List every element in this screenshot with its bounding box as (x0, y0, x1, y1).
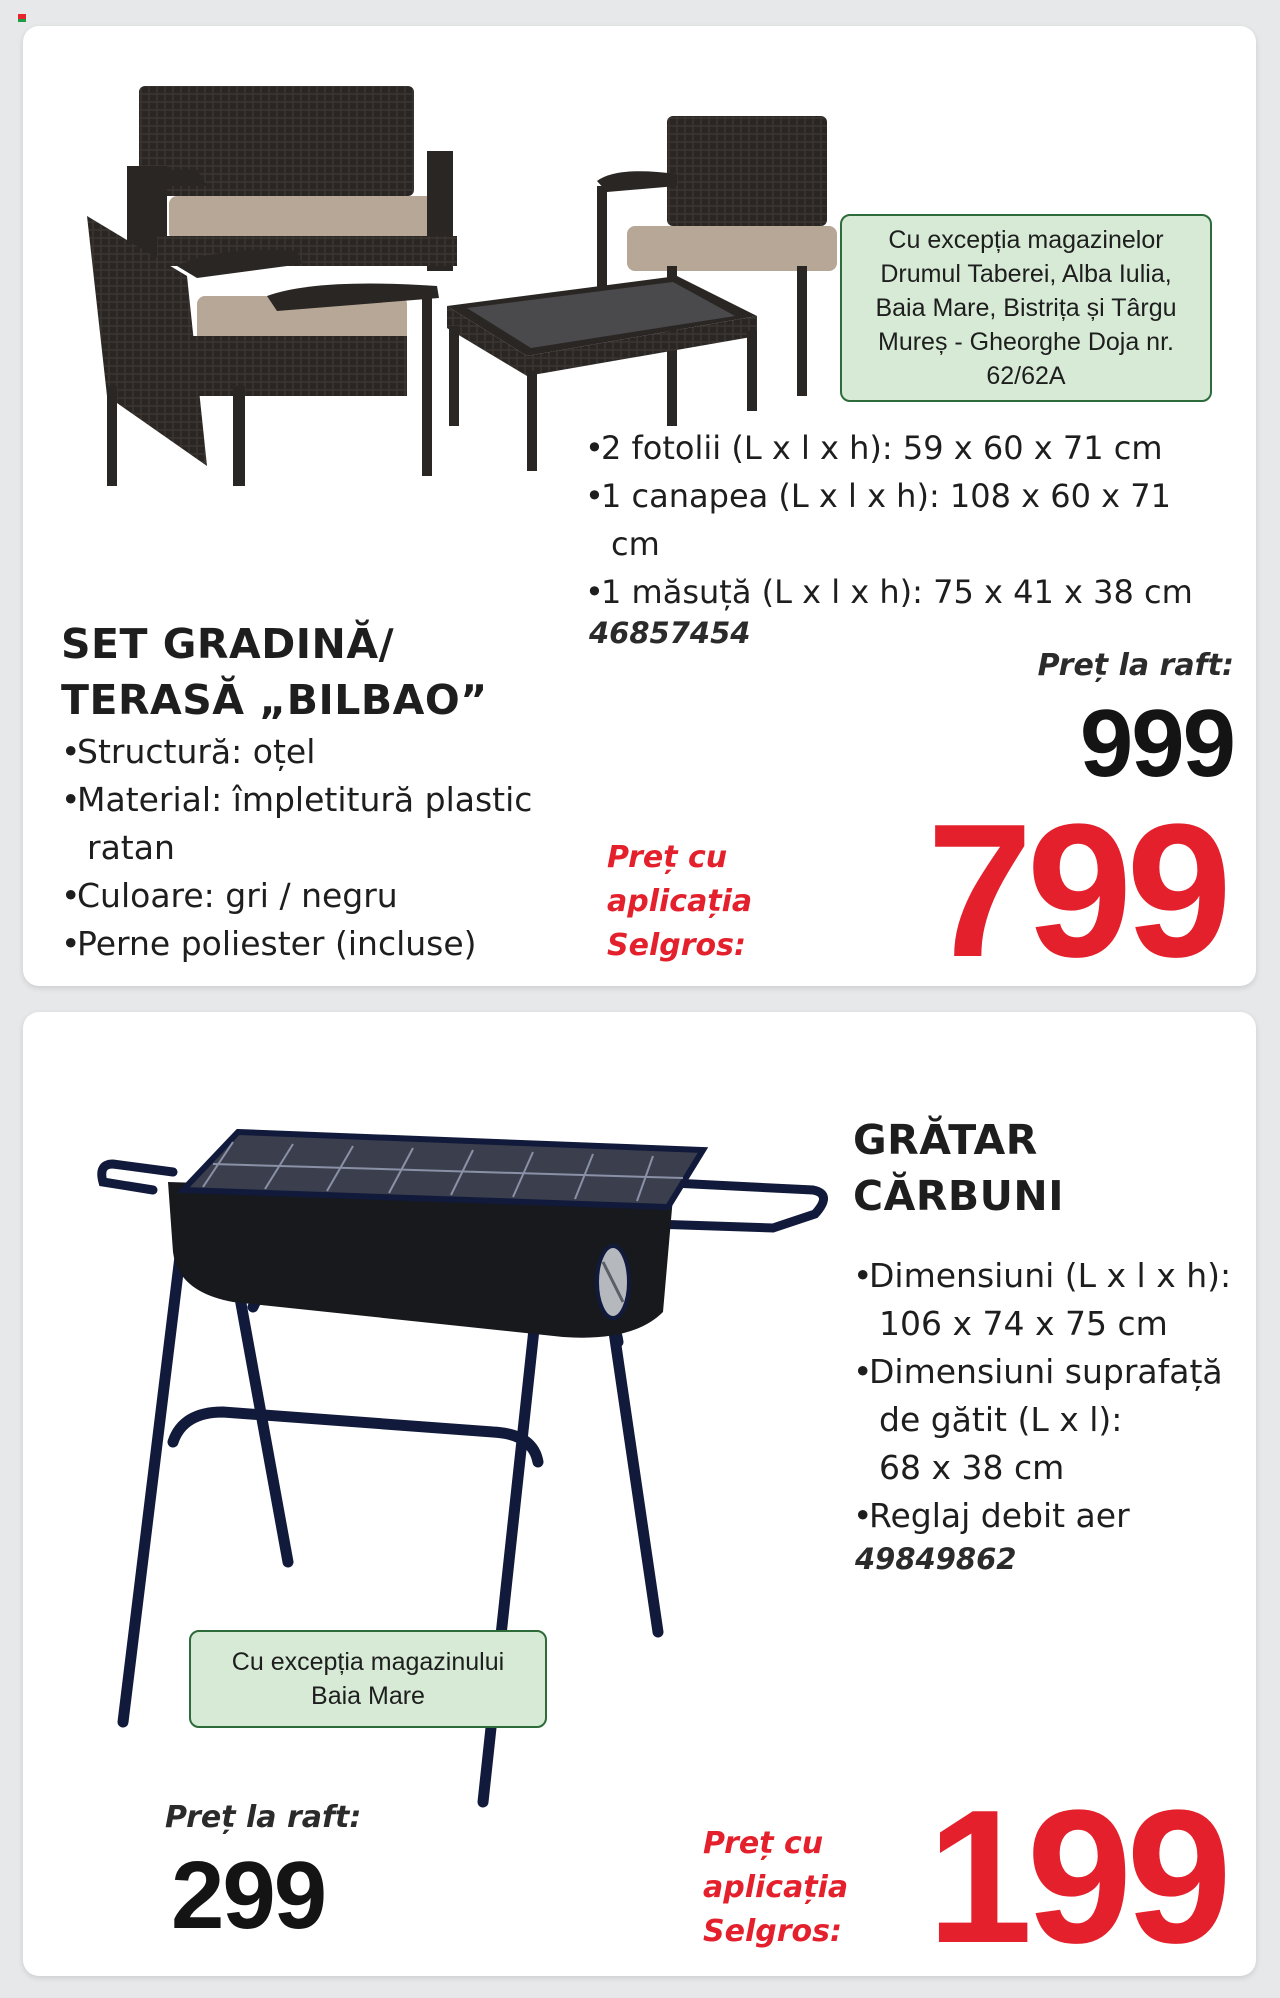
dimension-item-cont: cm (611, 525, 660, 563)
dimensions-list (585, 424, 1245, 616)
dimension-item: • 2 fotolii (L x l x h): 59 x 60 x 71 cm (585, 424, 1245, 472)
note-line: Cu excepția magazinelor (888, 226, 1164, 254)
note-line: Mureș - Gheorghe Doja nr. (878, 328, 1174, 356)
feature-item: • Reglaj debit aer (853, 1492, 1248, 1540)
product-title (61, 616, 488, 728)
title-line: CĂRBUNI (853, 1172, 1065, 1220)
title-line: GRĂTAR (853, 1116, 1038, 1164)
note-line: Drumul Taberei, Alba Iulia, (880, 260, 1172, 288)
offer-card-garden-set (23, 26, 1256, 997)
article-code: 46857454 (589, 616, 751, 650)
note-line: Cu excepția magazinului (231, 1648, 505, 1676)
features-list (61, 728, 601, 968)
right-armchair-shape (597, 116, 837, 426)
offer-card-charcoal-grill (23, 1012, 1256, 1983)
feature-item-cont: de gătit (L x l): (879, 1400, 1123, 1439)
product-title (853, 1112, 1064, 1224)
shelf-price-label: Preț la raft: (165, 1800, 362, 1835)
article-code: 49849862 (855, 1542, 1017, 1576)
app-price-label (703, 1822, 848, 1954)
dimension-item: • 1 măsuță (L x l x h): 75 x 41 x 38 cm (585, 568, 1245, 616)
app-label-line: Preț cu (607, 840, 728, 875)
feature-item: • Structură: oțel (61, 728, 601, 776)
feature-item-cont: 68 x 38 cm (879, 1448, 1065, 1487)
feature-item-cont: 106 x 74 x 75 cm (879, 1304, 1168, 1343)
note-line: Baia Mare (311, 1682, 425, 1710)
app-label-line: Selgros: (703, 1914, 842, 1949)
app-label-line: Preț cu (703, 1826, 824, 1861)
dimension-item: • 1 canapea (L x l x h): 108 x 60 x 71 (585, 472, 1245, 520)
title-line: TERASĂ „BILBAO” (61, 676, 488, 724)
app-price: 799 (926, 785, 1226, 997)
feature-item: • Perne poliester (incluse) (61, 920, 601, 968)
store-exclusion-note (840, 214, 1212, 402)
feature-item-cont: ratan (87, 828, 175, 867)
app-label-line: aplicația (703, 1870, 849, 1905)
feature-item: • Material: împletitură plastic (61, 776, 601, 824)
shelf-price: 299 (171, 1842, 326, 1949)
brand-mark (18, 14, 26, 19)
shelf-price: 999 (1079, 690, 1234, 797)
app-label-line: Selgros: (607, 928, 746, 963)
app-price-label (607, 836, 752, 968)
app-price: 199 (926, 1771, 1226, 1983)
note-line: Baia Mare, Bistrița și Târgu (875, 294, 1177, 322)
feature-item: • Dimensiuni (L x l x h): (853, 1252, 1248, 1300)
title-line: SET GRADINĂ/ (61, 620, 395, 668)
app-label-line: aplicația (607, 884, 753, 919)
features-list (853, 1252, 1248, 1540)
note-line: 62/62A (986, 362, 1066, 390)
feature-item: • Dimensiuni suprafață (853, 1348, 1248, 1396)
store-exclusion-note (189, 1630, 547, 1728)
feature-item: • Culoare: gri / negru (61, 872, 601, 920)
shelf-price-label: Preț la raft: (1037, 648, 1234, 683)
